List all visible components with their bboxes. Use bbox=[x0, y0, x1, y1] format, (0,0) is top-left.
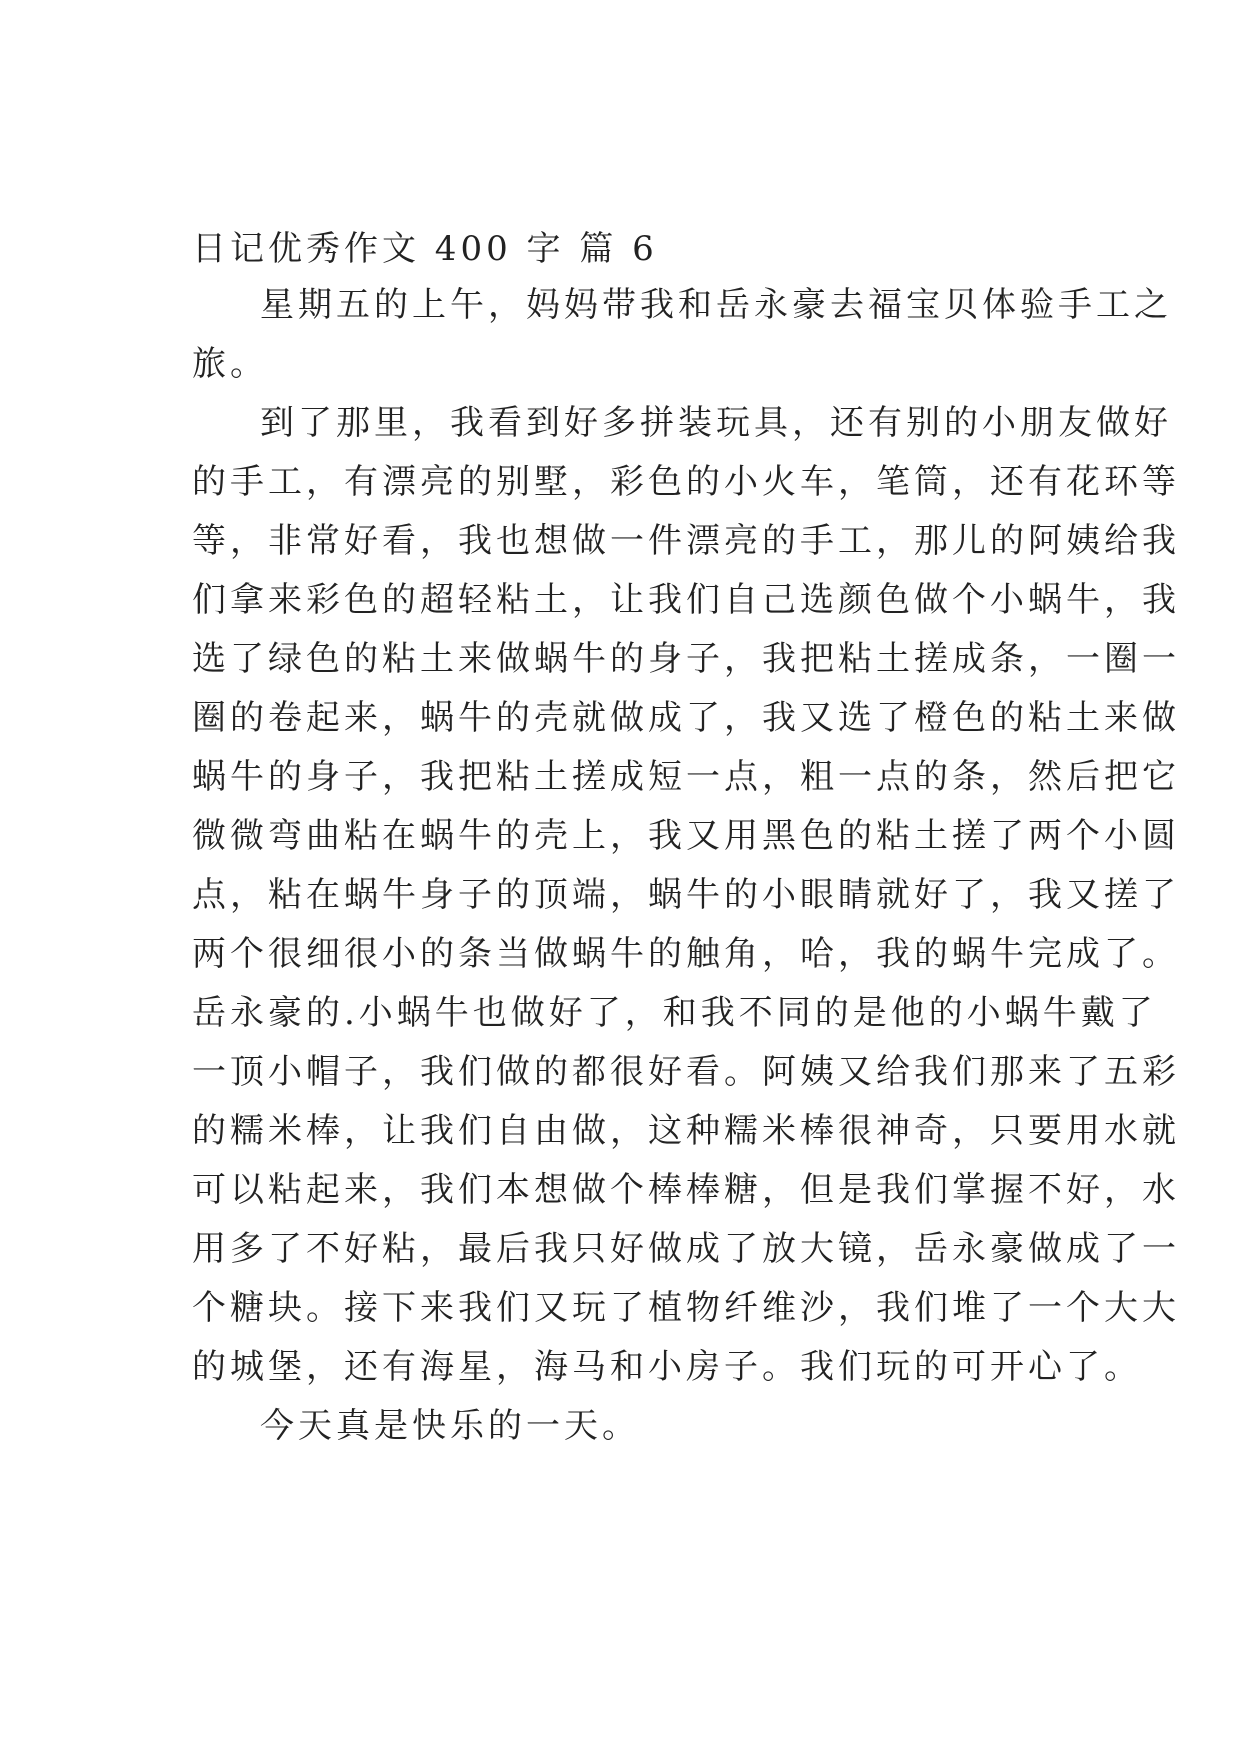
paragraph-line: 今天真是快乐的一天。 bbox=[260, 1406, 640, 1446]
paragraph-line: 点，粘在蜗牛身子的顶端，蜗牛的小眼睛就好了，我又搓了 bbox=[192, 875, 1180, 915]
paragraph-line: 们拿来彩色的超轻粘土，让我们自己选颜色做个小蜗牛，我 bbox=[192, 580, 1180, 620]
paragraph-2 bbox=[192, 394, 1180, 1397]
paragraph-line: 选了绿色的粘土来做蜗牛的身子，我把粘土搓成条，一圈一 bbox=[192, 639, 1180, 679]
paragraph-line: 圈的卷起来，蜗牛的壳就做成了，我又选了橙色的粘土来做 bbox=[192, 698, 1180, 738]
paragraph-line: 的糯米棒，让我们自由做，这种糯米棒很神奇，只要用水就 bbox=[192, 1111, 1180, 1151]
paragraph-line: 微微弯曲粘在蜗牛的壳上，我又用黑色的粘土搓了两个小圆 bbox=[192, 816, 1180, 856]
paragraph-line: 星期五的上午，妈妈带我和岳永豪去福宝贝体验手工之 bbox=[260, 285, 1172, 325]
paragraph-line: 岳永豪的.小蜗牛也做好了，和我不同的是他的小蜗牛戴了 bbox=[192, 993, 1157, 1033]
paragraph-line: 旅。 bbox=[192, 344, 268, 384]
paragraph-line: 一顶小帽子，我们做的都很好看。阿姨又给我们那来了五彩 bbox=[192, 1052, 1180, 1092]
paragraph-line: 两个很细很小的条当做蜗牛的触角，哈，我的蜗牛完成了。 bbox=[192, 934, 1180, 974]
paragraph-line: 等，非常好看，我也想做一件漂亮的手工，那儿的阿姨给我 bbox=[192, 521, 1180, 561]
paragraph-1 bbox=[192, 276, 1172, 394]
paragraph-line: 的手工，有漂亮的别墅，彩色的小火车，笔筒，还有花环等 bbox=[192, 462, 1180, 502]
paragraph-3 bbox=[192, 1397, 1072, 1456]
paragraph-line: 到了那里，我看到好多拼装玩具，还有别的小朋友做好 bbox=[260, 403, 1172, 443]
paragraph-line: 蜗牛的身子，我把粘土搓成短一点，粗一点的条，然后把它 bbox=[192, 757, 1180, 797]
paragraph-line: 个糖块。接下来我们又玩了植物纤维沙，我们堆了一个大大 bbox=[192, 1288, 1180, 1328]
document-body bbox=[192, 222, 1180, 1456]
paragraph-line: 用多了不好粘，最后我只好做成了放大镜，岳永豪做成了一 bbox=[192, 1229, 1180, 1269]
paragraph-line: 的城堡，还有海星，海马和小房子。我们玩的可开心了。 bbox=[192, 1347, 1142, 1387]
document-title: 日记优秀作文 400 字 篇 6 bbox=[192, 229, 658, 269]
paragraph-line: 可以粘起来，我们本想做个棒棒糖，但是我们掌握不好，水 bbox=[192, 1170, 1180, 1210]
